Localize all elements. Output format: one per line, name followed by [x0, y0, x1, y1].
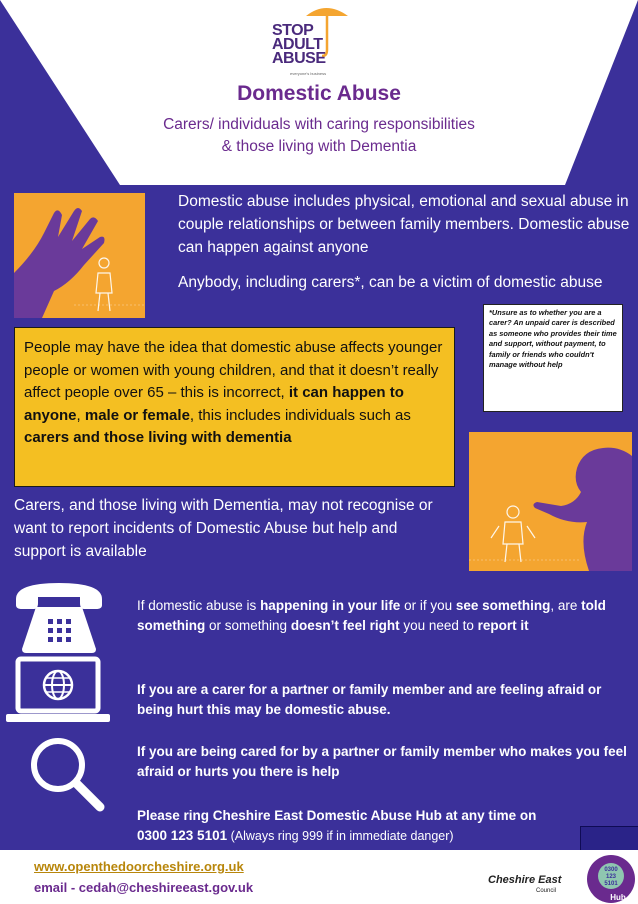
cheshire-east-council-label: Council: [536, 888, 557, 894]
myth-callout-box: People may have the idea that domestic abuse affects younger people or women with young children, and that it doesn’t really affect people over 65 – this is incorrect, it can happen to anyone, male or female, this includes individuals such as carers and those living with dementia: [14, 327, 455, 487]
cared-for-info-paragraph: If you are being cared for by a partner or family member who makes you feel afraid or hurts you there is help: [137, 744, 627, 779]
svg-text:123: 123: [605, 874, 617, 880]
intro-paragraph-2: Anybody, including carers*, can be a victim of domestic abuse: [178, 274, 603, 291]
email-contact[interactable]: email - cedah@cheshireeast.gov.uk: [34, 880, 254, 895]
report-info-paragraph: If domestic abuse is happening in your life or if you see something, are told something or something doesn’t feel right you need to report it: [137, 598, 606, 633]
carer-info-paragraph: If you are a carer for a partner or family member and are feeling afraid or being hurt this may be domestic abuse.: [137, 682, 602, 717]
hub-badge-icon: [586, 854, 636, 904]
svg-text:0300: 0300: [604, 867, 618, 873]
subtitle-line-1: Carers/ individuals with caring responsibilities: [163, 116, 475, 133]
intro-section: [178, 190, 630, 306]
logo-tagline: everyone's business: [290, 71, 327, 76]
telephone-icon: [10, 577, 108, 655]
magnifier-icon: [26, 733, 108, 815]
page-title: Domestic Abuse: [237, 82, 401, 105]
intro-paragraph-1: Domestic abuse includes physical, emotional and sexual abuse in couple relationships or between family members. Domestic abuse can happen against anyone: [178, 193, 630, 256]
logo-text: STOP ADULT ABUSE: [272, 22, 326, 67]
website-link[interactable]: www.openthedoorcheshire.org.uk: [34, 859, 244, 874]
carers-paragraph: Carers, and those living with Dementia, may not recognise or want to report incidents of Domestic Abuse but help and support is available: [14, 497, 433, 560]
helpline-number[interactable]: 0300 123 5101: [137, 828, 228, 843]
carer-definition-note: *Unsure as to whether you are a carer? An unpaid carer is described as someone who provides their time and support, without payment, to family or friends who couldn't manage without help: [483, 304, 623, 412]
page-subtitle: [0, 114, 638, 158]
helpline-paragraph: Please ring Cheshire East Domestic Abuse Hub at any time on 0300 123 5101 (Always ring 999 if in immediate danger): [137, 808, 537, 843]
stop-adult-abuse-logo: [262, 4, 372, 80]
hand-illustration: [14, 193, 145, 318]
pointing-figure-illustration: [469, 432, 632, 571]
svg-text:5101: 5101: [604, 881, 618, 887]
cheshire-east-logo: Cheshire East: [488, 874, 562, 886]
svg-text:Hub: Hub: [610, 893, 626, 902]
footer: [0, 850, 638, 904]
globe-laptop-icon: [6, 656, 110, 726]
subtitle-line-2: & those living with Dementia: [221, 138, 417, 155]
corner-decoration: [580, 826, 638, 850]
